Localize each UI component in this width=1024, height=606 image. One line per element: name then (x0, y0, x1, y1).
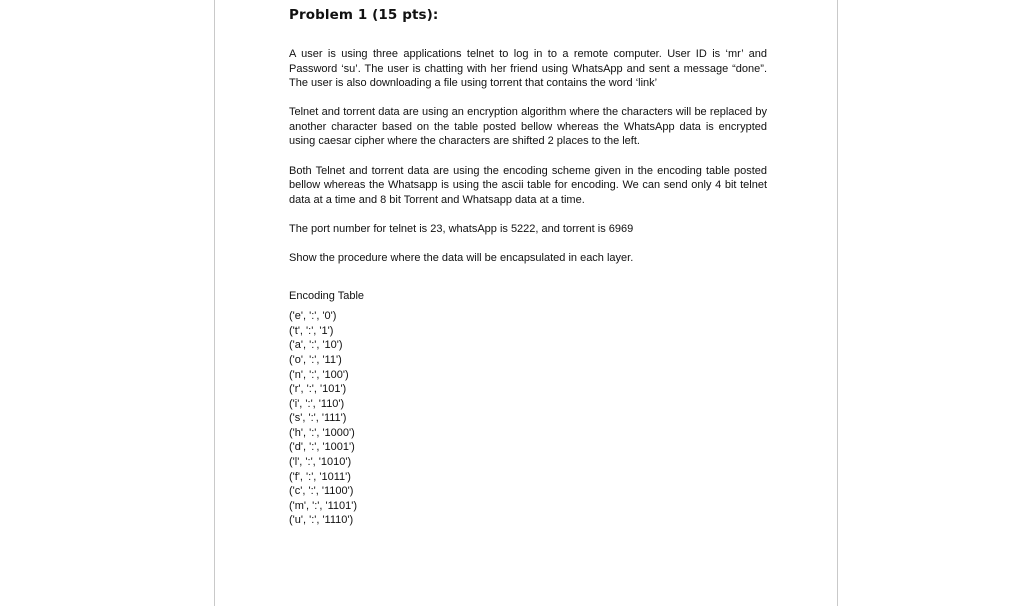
encoding-table-row: ('l', ':', '1010') (289, 456, 352, 469)
encoding-table-row: ('t', ':', '1') (289, 324, 334, 337)
encoding-table-row: ('r', ':', '101') (289, 383, 347, 396)
encoding-table-row: ('n', ':', '100') (289, 368, 349, 381)
paragraph-encryption: Telnet and torrent data are using an encryption algorithm where the characters will be replaced by another character based on the table posted bellow whereas the WhatsApp data is encrypted using caesar cipher where the characters are shifted 2 places to the left. (289, 106, 767, 148)
encoding-table-row: ('o', ':', '11') (289, 353, 342, 366)
paragraph-ports: The port number for telnet is 23, whatsApp is 5222, and torrent is 6969 (289, 222, 634, 235)
encoding-table-row: ('m', ':', '1101') (289, 499, 358, 512)
encoding-table-row: ('f', ':', '1011') (289, 470, 351, 483)
encoding-table-title: Encoding Table (289, 289, 365, 302)
page-content (289, 7, 767, 528)
encoding-table-row: ('h', ':', '1000') (289, 426, 355, 439)
encoding-table-row: ('a', ':', '10') (289, 339, 343, 352)
encoding-table-row: ('u', ':', '1110') (289, 514, 354, 527)
problem-title: Problem 1 (15 pts): (289, 7, 439, 23)
encoding-table (289, 309, 767, 528)
encoding-table-row: ('c', ':', '1100') (289, 485, 354, 498)
encoding-table-row: ('s', ':', '111') (289, 412, 347, 425)
paragraph-encoding: Both Telnet and torrent data are using the encoding scheme given in the encoding table posted bellow whereas the Whatsapp is using the ascii table for encoding. We can send only 4 bit telnet data at a time and 8 bit Torrent and Whatsapp data at a time. (289, 164, 767, 206)
paragraph-procedure: Show the procedure where the data will be encapsulated in each layer. (289, 251, 634, 264)
paragraph-scenario: A user is using three applications telnet to log in to a remote computer. User ID is ‘mr’ and Password ‘su’. The user is chatting with her friend using WhatsApp and sent a message “done”. The user is also downloading a file using torrent that contains the word ‘link’ (289, 48, 767, 90)
encoding-table-row: ('d', ':', '1001') (289, 441, 355, 454)
document-page (214, 0, 838, 606)
encoding-table-row: ('e', ':', '0') (289, 310, 337, 323)
encoding-table-row: ('i', ':', '110') (289, 397, 345, 410)
